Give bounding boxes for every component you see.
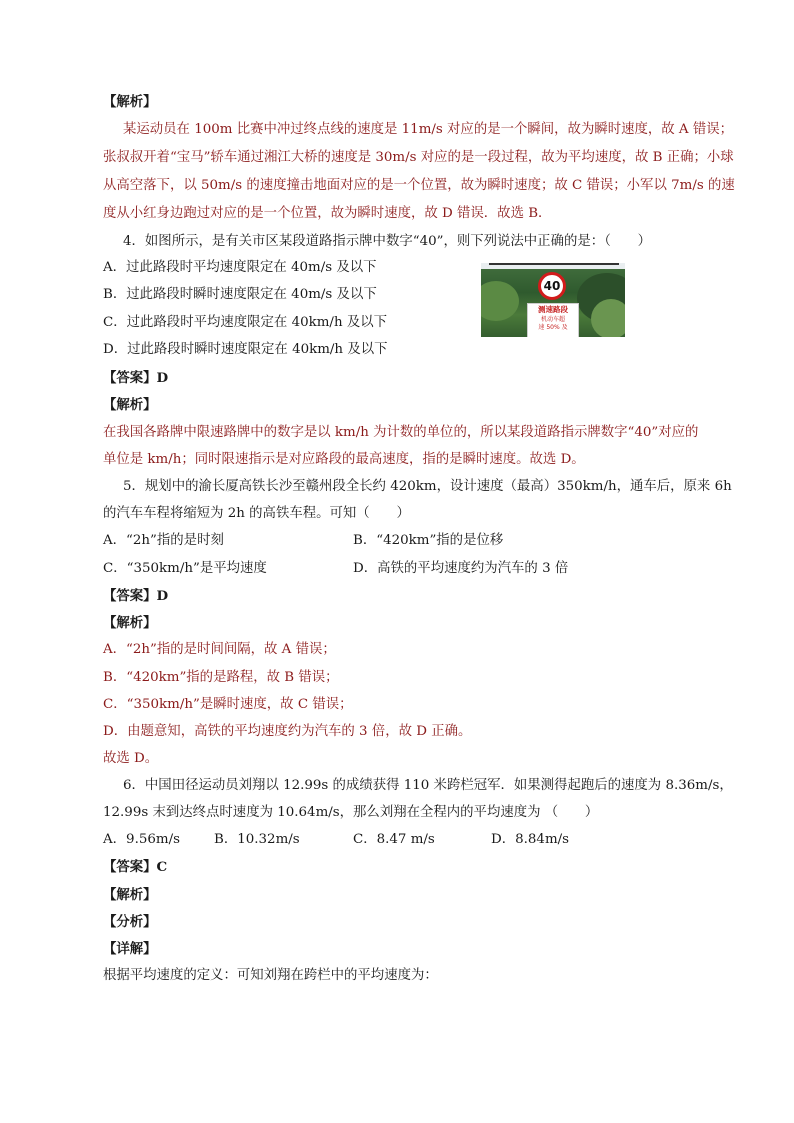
analysis-text: D．由题意知，高铁的平均速度约为汽车的 3 倍，故 D 正确。: [103, 724, 472, 739]
question-6-stem: 12.99s 末到达终点时速度为 10.64m/s，那么刘翔在全程内的平均速度为 （ ）: [103, 805, 599, 820]
analysis-text: 单位是 km/h；同时限速指示是对应路段的最高速度，指的是瞬时速度。故选 D。: [103, 452, 585, 467]
question-6-option-c: C．8.47 m/s: [353, 832, 435, 847]
question-4-option-d: D．过此路段时瞬时速度限定在 40km/h 及以下: [103, 342, 388, 357]
question-6-stem: 6．中国田径运动员刘翔以 12.99s 的成绩获得 110 米跨栏冠军．如果测得起跑后的速度为 8.36m/s，: [123, 778, 733, 793]
analysis-text: B．“420km”指的是路程，故 B 错误；: [103, 670, 339, 685]
answer-label: 【答案】C: [103, 859, 168, 875]
question-5-stem: 的汽车车程将缩短为 2h 的高铁车程。可知（ ）: [103, 506, 410, 521]
analysis-text: 故选 D。: [103, 751, 159, 766]
question-5-option-b: B．“420km”指的是位移: [353, 533, 504, 548]
question-6-option-d: D．8.84m/s: [491, 832, 570, 847]
question-4-stem: 4．如图所示，是有关市区某段道路指示牌中数字“40”，则下列说法中正确的是：（ ）: [123, 234, 652, 249]
analysis-heading: 【解析】: [103, 94, 157, 110]
question-5-option-a: A．“2h”指的是时刻: [103, 533, 224, 548]
analysis-heading: 【解析】: [103, 887, 157, 903]
question-5-option-d: D．高铁的平均速度约为汽车的 3 倍: [353, 561, 569, 576]
question-4-option-c: C．过此路段时平均速度限定在 40km/h 及以下: [103, 315, 387, 330]
analysis-heading: 【解析】: [103, 397, 157, 413]
analysis-text: A．“2h”指的是时间间隔，故 A 错误；: [103, 642, 336, 657]
question-6-option-b: B．10.32m/s: [214, 832, 300, 847]
analysis-text: 某运动员在 100m 比赛中冲过终点线的速度是 11m/s 对应的是一个瞬间，故为瞬时速度，故 A 错误；: [123, 122, 734, 137]
answer-label: 【答案】D: [103, 370, 169, 386]
analysis-text: 度从小红身边跑过对应的是一个位置，故为瞬时速度，故 D 错误．故选 B．: [103, 206, 552, 221]
analysis-text: 在我国各路牌中限速路牌中的数字是以 km/h 为计数的单位的，所以某段道路指示牌数字“40”对应的: [103, 425, 699, 440]
xiangjie-heading: 【详解】: [103, 941, 157, 957]
analysis-text: 根据平均速度的定义：可知刘翔在跨栏中的平均速度为：: [103, 968, 438, 983]
speed-limit-circle: 40: [538, 272, 566, 300]
fenxi-heading: 【分析】: [103, 914, 157, 930]
question-4-option-a: A．过此路段时平均速度限定在 40m/s 及以下: [103, 260, 377, 275]
question-5-stem: 5．规划中的渝长厦高铁长沙至赣州段全长约 420km，设计速度（最高）350km/h，通车后，原来 6h: [123, 479, 732, 494]
speed-limit-sign-photo: [481, 263, 625, 337]
analysis-text: 张叔叔开着“宝马”轿车通过湘江大桥的速度是 30m/s 对应的是一段过程，故为平均速度，故 B 正确；小球: [103, 150, 734, 165]
answer-label: 【答案】D: [103, 588, 169, 604]
question-5-option-c: C．“350km/h”是平均速度: [103, 561, 267, 576]
question-4-option-b: B．过此路段时瞬时速度限定在 40m/s 及以下: [103, 287, 377, 302]
analysis-heading: 【解析】: [103, 615, 157, 631]
sign-board: 测速路段 机动车超 速 50% 及: [527, 303, 579, 337]
question-6-option-a: A．9.56m/s: [103, 832, 180, 847]
analysis-text: 从高空落下，以 50m/s 的速度撞击地面对应的是一个位置，故为瞬时速度；故 C 错误；小军以 7m/s 的速: [103, 178, 735, 193]
analysis-text: C．“350km/h”是瞬时速度，故 C 错误；: [103, 697, 353, 712]
